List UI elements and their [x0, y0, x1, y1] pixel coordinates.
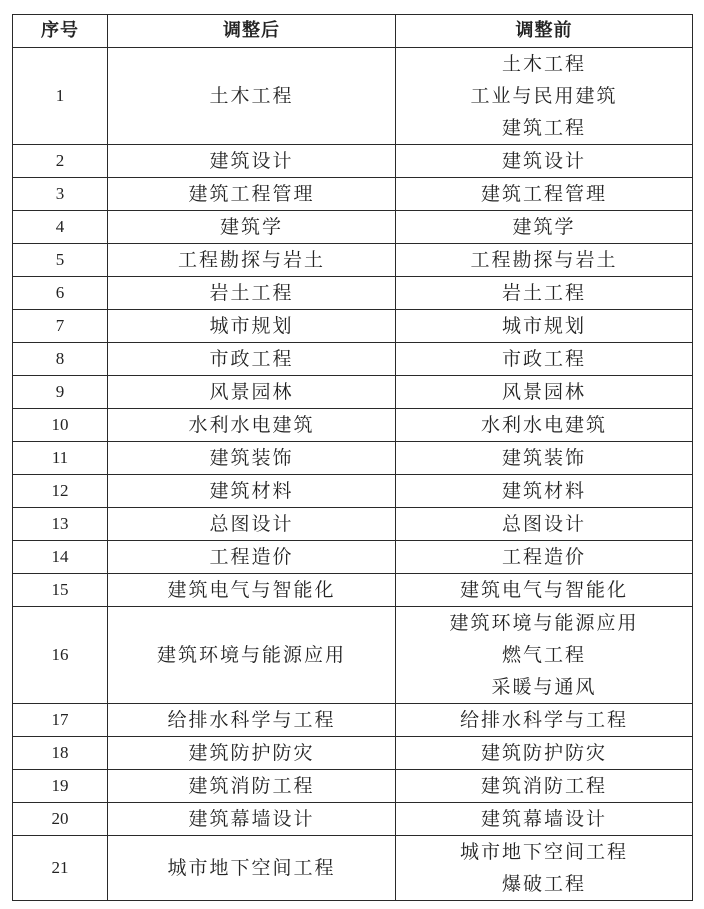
cell-before-line: 给排水科学与工程: [459, 709, 628, 731]
table-row: [13, 145, 693, 178]
discipline-mapping-table-wrapper: [12, 14, 693, 901]
cell-after: 建筑防护防灾: [108, 737, 396, 770]
cell-seq: 5: [13, 244, 108, 277]
cell-before: [396, 508, 693, 541]
table-row: [13, 836, 693, 901]
cell-seq: 8: [13, 343, 108, 376]
cell-before: [396, 178, 693, 211]
table-row: [13, 277, 693, 310]
header-row: [13, 15, 693, 48]
cell-before: [396, 277, 693, 310]
cell-before-line: 工程勘探与岩土: [470, 249, 618, 271]
cell-before-line: 建筑学: [512, 216, 576, 238]
cell-before-line: 水利水电建筑: [480, 414, 607, 436]
cell-after: 土木工程: [108, 48, 396, 145]
table-row: [13, 442, 693, 475]
table-row: [13, 211, 693, 244]
cell-seq: 13: [13, 508, 108, 541]
cell-before-line: 城市地下空间工程: [459, 841, 628, 863]
cell-after: 建筑学: [108, 211, 396, 244]
table-row: [13, 244, 693, 277]
cell-after: 城市规划: [108, 310, 396, 343]
cell-before-line: 建筑工程: [501, 117, 586, 139]
cell-seq: 11: [13, 442, 108, 475]
cell-after: 建筑消防工程: [108, 770, 396, 803]
cell-after: 建筑材料: [108, 475, 396, 508]
cell-after: 水利水电建筑: [108, 409, 396, 442]
table-row: [13, 409, 693, 442]
cell-before: [396, 704, 693, 737]
table-row: [13, 376, 693, 409]
cell-after: 建筑设计: [108, 145, 396, 178]
cell-seq: 9: [13, 376, 108, 409]
cell-after: 市政工程: [108, 343, 396, 376]
header-before: 调整前: [396, 15, 693, 48]
cell-before: [396, 211, 693, 244]
cell-before-line: 建筑环境与能源应用: [449, 612, 639, 634]
cell-seq: 14: [13, 541, 108, 574]
cell-after: 总图设计: [108, 508, 396, 541]
cell-before-line: 建筑材料: [501, 480, 586, 502]
cell-before-line: 总图设计: [501, 513, 586, 535]
cell-before-line: 城市规划: [501, 315, 586, 337]
cell-after: 工程勘探与岩土: [108, 244, 396, 277]
cell-seq: 21: [13, 836, 108, 901]
cell-seq: 12: [13, 475, 108, 508]
cell-after: 建筑幕墙设计: [108, 803, 396, 836]
cell-before: [396, 310, 693, 343]
cell-before: [396, 803, 693, 836]
cell-after: 工程造价: [108, 541, 396, 574]
cell-before-line: 采暖与通风: [491, 676, 597, 698]
cell-before: [396, 607, 693, 704]
cell-before: [396, 737, 693, 770]
cell-before-line: 建筑工程管理: [480, 183, 607, 205]
cell-before-line: 建筑防护防灾: [480, 742, 607, 764]
table-row: [13, 48, 693, 145]
table-row: [13, 178, 693, 211]
cell-seq: 2: [13, 145, 108, 178]
cell-before: [396, 343, 693, 376]
cell-after: 建筑工程管理: [108, 178, 396, 211]
table-row: [13, 770, 693, 803]
cell-before-line: 工程造价: [501, 546, 586, 568]
cell-seq: 17: [13, 704, 108, 737]
table-row: [13, 737, 693, 770]
cell-seq: 7: [13, 310, 108, 343]
header-seq: 序号: [13, 15, 108, 48]
cell-before: [396, 770, 693, 803]
table-body: [13, 48, 693, 901]
cell-before-line: 市政工程: [501, 348, 586, 370]
cell-seq: 18: [13, 737, 108, 770]
cell-before-line: 土木工程: [501, 53, 586, 75]
cell-before-line: 建筑幕墙设计: [480, 808, 607, 830]
cell-before: [396, 541, 693, 574]
cell-seq: 20: [13, 803, 108, 836]
cell-seq: 15: [13, 574, 108, 607]
table-row: [13, 541, 693, 574]
cell-seq: 16: [13, 607, 108, 704]
cell-after: 给排水科学与工程: [108, 704, 396, 737]
cell-before-line: 建筑设计: [501, 150, 586, 172]
cell-before: [396, 244, 693, 277]
cell-before-line: 爆破工程: [501, 873, 586, 895]
cell-before-line: 建筑装饰: [501, 447, 586, 469]
table-row: [13, 574, 693, 607]
cell-seq: 19: [13, 770, 108, 803]
cell-before-line: 燃气工程: [501, 644, 586, 666]
cell-before-line: 工业与民用建筑: [470, 85, 618, 107]
table-row: [13, 343, 693, 376]
cell-seq: 1: [13, 48, 108, 145]
cell-seq: 4: [13, 211, 108, 244]
table-row: [13, 508, 693, 541]
cell-after: 建筑装饰: [108, 442, 396, 475]
cell-seq: 6: [13, 277, 108, 310]
table-row: [13, 475, 693, 508]
cell-before-line: 风景园林: [501, 381, 586, 403]
cell-before-line: 建筑电气与智能化: [459, 579, 628, 601]
cell-before: [396, 836, 693, 901]
table-row: [13, 704, 693, 737]
cell-before: [396, 376, 693, 409]
header-after: 调整后: [108, 15, 396, 48]
cell-seq: 10: [13, 409, 108, 442]
cell-before-line: 建筑消防工程: [480, 775, 607, 797]
discipline-mapping-table: [12, 14, 693, 901]
cell-before: [396, 48, 693, 145]
cell-after: 风景园林: [108, 376, 396, 409]
cell-before: [396, 442, 693, 475]
cell-before: [396, 475, 693, 508]
table-row: [13, 607, 693, 704]
cell-after: 岩土工程: [108, 277, 396, 310]
cell-before: [396, 409, 693, 442]
cell-seq: 3: [13, 178, 108, 211]
cell-after: 建筑电气与智能化: [108, 574, 396, 607]
cell-before: [396, 145, 693, 178]
cell-after: 城市地下空间工程: [108, 836, 396, 901]
cell-after: 建筑环境与能源应用: [108, 607, 396, 704]
cell-before-line: 岩土工程: [501, 282, 586, 304]
table-row: [13, 803, 693, 836]
cell-before: [396, 574, 693, 607]
table-row: [13, 310, 693, 343]
